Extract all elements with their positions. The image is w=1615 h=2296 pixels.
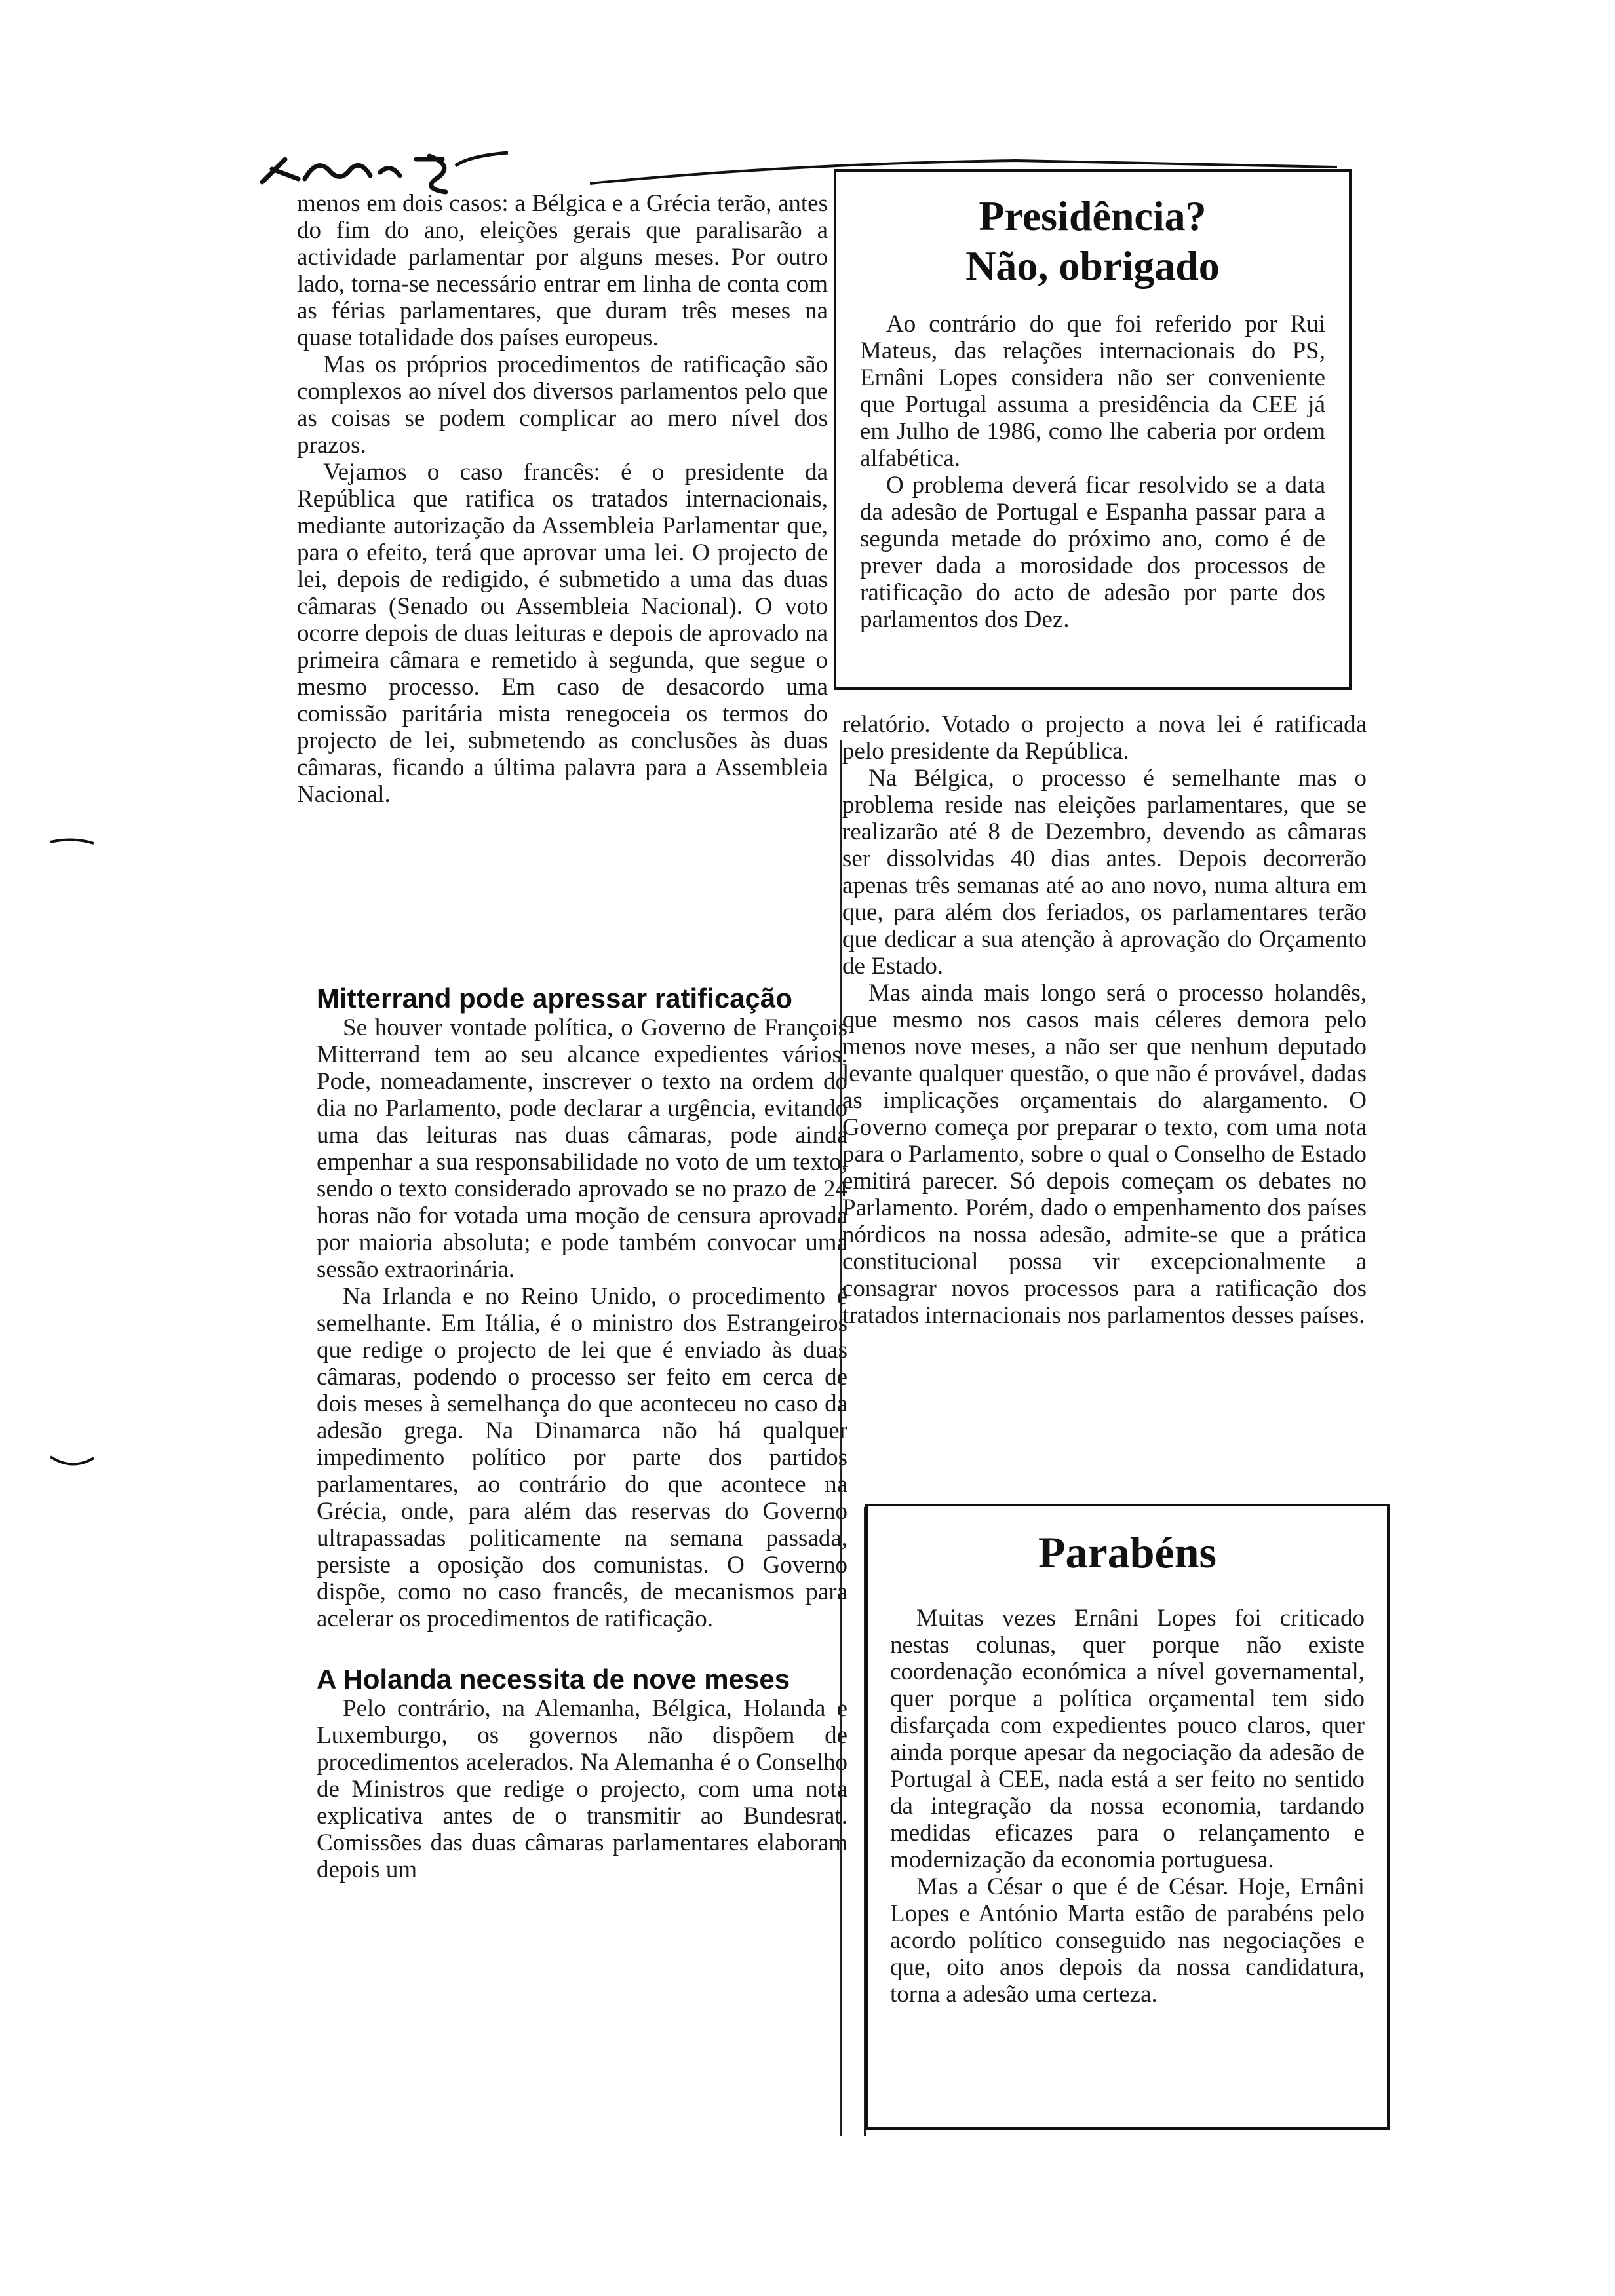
parabens-box [865, 1504, 1390, 2130]
presidencia-box [834, 169, 1352, 690]
left-paragraph-3: Vejamos o caso francês: é o presidente da República que ratifica os tratados internacionais, mediante autorização da Assembleia Parlamentar que, para o efeito, terá que aprovar uma lei. O projecto de lei, depois de redigido, é submetido a uma das duas câmaras (Senado ou Assembleia Nacional). O voto ocorre depois de duas leituras e depois de aprovado na primeira câmara e remetido à segunda, que segue o mesmo processo. Em caso de desacordo uma comissão paritária mista renegoceia os termos do projecto de lei, submetendo as conclusões às duas câmaras, ficando a última palavra para a Assembleia Nacional. [297, 459, 828, 808]
middle-paragraph-3: Pelo contrário, na Alemanha, Bélgica, Holanda e Luxemburgo, os governos não dispõem de procedimentos acelerados. Na Alemanha é o Conselho de Ministros que redige o projecto, com uma nota explicativa antes de o transmitir ao Bundesrat. Comissões das duas câmaras parlamentares elaboram depois um [317, 1695, 847, 1883]
subhead-holanda: A Holanda necessita de nove meses [317, 1664, 790, 1694]
presidencia-body [860, 311, 1325, 633]
left-paragraph-2: Mas os próprios procedimentos de ratificação são complexos ao nível dos diversos parlamentos pelo que as coisas se podem complicar ao mero nível dos prazos. [297, 351, 828, 459]
presidencia-paragraph-2: O problema deverá ficar resolvido se a data da adesão de Portugal e Espanha passar para a segunda metade do próximo ano, como é de prever dada a morosidade dos processos de ratificação do acto de adesão por parte dos parlamentos dos Dez. [860, 472, 1325, 633]
parabens-paragraph-1: Muitas vezes Ernâni Lopes foi criticado nestas colunas, quer porque não existe coordenação económica a nível governamental, quer porque a política orçamental tem sido disfarçada com expedientes pouco claros, quer ainda porque apesar da negociação da adesão de Portugal à CEE, nada está a ser feito no sentido da integração da nossa economia, tardando medidas eficazes para o relançamento e modernização da economia portuguesa. [890, 1605, 1365, 1873]
middle-paragraph-2: Na Irlanda e no Reino Unido, o procedimento é semelhante. Em Itália, é o ministro dos Estrangeiros que redige o projecto de lei que é enviado às duas câmaras, podendo o processo ser feito em cerca de dois meses à semelhança do que aconteceu no caso da adesão grega. Na Dinamarca não há qualquer impedimento político por parte dos partidos parlamentares, ao contrário do que acontece na Grécia, onde, para além das reservas do Governo ultrapassadas politicamente na semana passada, persiste a oposição dos comunistas. O Governo dispõe, como no caso francês, de mecanismos para acelerar os procedimentos de ratificação. [317, 1283, 847, 1632]
subhead-mitterrand: Mitterrand pode apressar ratificação [317, 983, 792, 1014]
margin-mark-left-1 [49, 835, 95, 849]
middle-column [317, 983, 847, 1883]
margin-mark-left-2 [49, 1451, 95, 1471]
left-column [297, 190, 828, 808]
parabens-title: Parabéns [1038, 1527, 1216, 1577]
presidencia-paragraph-1: Ao contrário do que foi referido por Rui Mateus, das relações internacionais do PS, Ernâni Lopes considera não ser conveniente que Portugal assuma a presidência da CEE já em Julho de 1986, como lhe caberia por ordem alfabética. [860, 311, 1325, 472]
right-paragraph-2: Na Bélgica, o processo é semelhante mas o problema reside nas eleições parlamentares, que se realizarão até 8 de Dezembro, devendo as câmaras ser dissolvidas 40 dias antes. Depois decorrerão apenas três semanas até ao ano novo, numa altura em que, para além dos feriados, os parlamentares terão que dedicar a sua atenção à aprovação do Orçamento de Estado. [842, 765, 1367, 980]
right-column [842, 711, 1367, 1329]
right-paragraph-1: relatório. Votado o projecto a nova lei é ratificada pelo presidente da República. [842, 711, 1367, 765]
presidencia-title-line1: Presidência? [979, 193, 1207, 239]
right-paragraph-3: Mas ainda mais longo será o processo holandês, que mesmo nos casos mais céleres demora pelo menos nove meses, a não ser que nenhum deputado levante qualquer questão, o que não é provável, dadas as implicações orçamentais do alargamento. O Governo começa por preparar o texto, com uma nota para o Parlamento, sobre o qual o Conselho de Estado emitirá parecer. Só depois começam os debates no Parlamento. Porém, dado o empenhamento dos países nórdicos na nossa adesão, admite-se que a prática constitucional possa vir excepcionalmente a consagrar novos processos para a ratificação dos tratados internacionais nos parlamentos desses países. [842, 980, 1367, 1329]
left-paragraph-1: menos em dois casos: a Bélgica e a Grécia terão, antes do fim do ano, eleições gerais que paralisarão a actividade parlamentar por alguns meses. Por outro lado, torna-se necessário entrar em linha de conta com as férias parlamentares, que duram três meses na quase totalidade dos países europeus. [297, 190, 828, 351]
presidencia-title-line2: Não, obrigado [965, 242, 1220, 289]
middle-paragraph-1: Se houver vontade política, o Governo de François Mitterrand tem ao seu alcance expedientes vários. Pode, nomeadamente, inscrever o texto na ordem do dia no Parlamento, pode declarar a urgência, evitando uma das leituras nas duas câmaras, pode ainda empenhar a sua responsabilidade no voto de um texto, sendo o texto considerado aprovado se no prazo de 24 horas não for votada uma moção de censura aprovada por maioria absoluta; e pode também convocar uma sessão extraorinária. [317, 1014, 847, 1283]
parabens-body [890, 1605, 1365, 2008]
parabens-paragraph-2: Mas a César o que é de César. Hoje, Ernâni Lopes e António Marta estão de parabéns pelo acordo político conseguido nas negociações e que, oito anos depois da nossa candidatura, torna a adesão uma certeza. [890, 1873, 1365, 2008]
